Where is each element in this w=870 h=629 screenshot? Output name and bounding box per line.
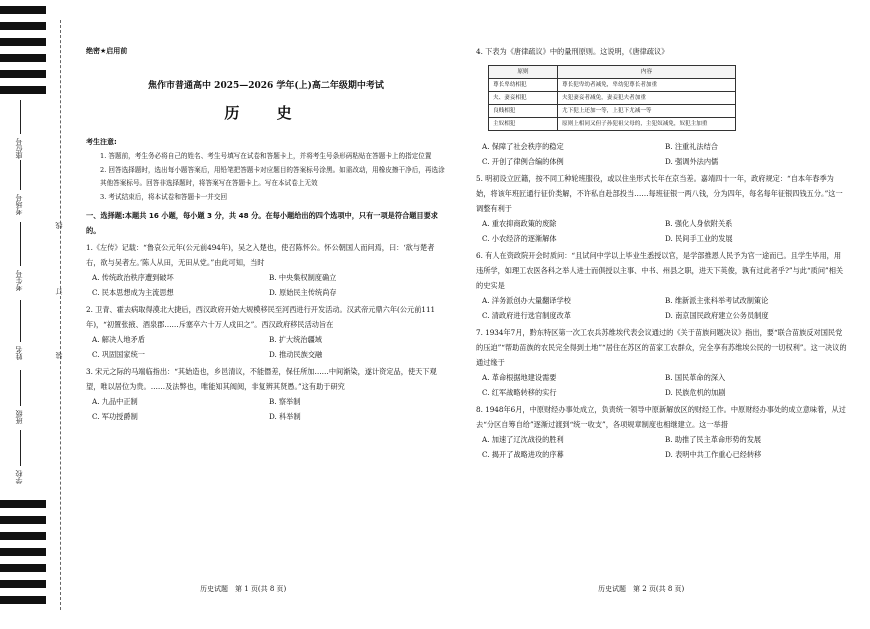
black-bar: [0, 70, 46, 78]
question-5: [476, 171, 848, 246]
option-a: A. 洋务派创办大量翻译学校: [482, 296, 571, 305]
option-b: B. 察举制: [269, 397, 301, 406]
black-bar: [0, 38, 46, 46]
option-a: A. 重农抑商政策的废除: [482, 219, 557, 228]
black-bar: [0, 596, 46, 604]
black-bar: [0, 500, 46, 508]
class-label: 班级: [15, 410, 23, 424]
option-d: D. 原始民主传统尚存: [269, 288, 337, 297]
table-row: [489, 118, 736, 131]
option-a: A. 九品中正制: [92, 397, 138, 406]
table-header: 内容: [558, 66, 736, 79]
note-item: 1. 答题前，考生务必将自己的姓名、考生号填写在试卷和答题卡上，并将考生号条形码粘贴在答题卡上的指定位置: [100, 152, 432, 160]
secret-mark: 绝密★启用前: [86, 47, 128, 55]
question-6: [476, 248, 848, 323]
question-7: [476, 325, 848, 400]
option-a: A. 解决人地矛盾: [92, 335, 145, 344]
option-c: C. 揭开了战略进攻的序幕: [482, 450, 564, 459]
question-stem: 2. 卫青、霍去病取得漠北大捷后，西汉政府开始大规模移民至河西进行开发活动。汉武帝元鼎六年(公元前111年)，“初置张掖、酒泉郡……斥塞卒六十万人戍田之”。西汉政府移民活动旨在: [86, 305, 436, 329]
school-label: 学校: [15, 470, 23, 484]
table-header: 原则: [489, 66, 558, 79]
option-b: B. 助推了民主革命形势的发展: [665, 435, 762, 444]
page-2: [476, 44, 848, 462]
candidate-number-label: 考生号: [15, 270, 23, 291]
question-stem: 3. 宋元之际的马端临指出：“其始造也，乡邑清议，不能僭差，保任所加……中间渐染，遂计资定品，使天下观望，唯以居位为贵。……及法弊也，唯能知其阀阅，非复辨其贤愚。”这有助于研究: [86, 367, 437, 391]
subject-title: 历 史: [224, 104, 308, 122]
option-b: B. 扩大统治疆域: [269, 335, 322, 344]
option-c: C. 军功授爵制: [92, 412, 138, 421]
option-b: B. 注重礼法结合: [665, 142, 718, 151]
question-stem: 1.《左传》记载：“鲁哀公元年(公元前494年)，吴之入楚也，使召陈怀公。怀公朝国人而问焉，曰：‘欲与楚者右，欲与吴者左。’陈人从田，无田从党。”由此可知，当时: [86, 243, 435, 267]
option-d: D. 表明中共工作重心已经转移: [665, 450, 762, 459]
option-b: B. 强化人身依附关系: [665, 219, 733, 228]
question-8: [476, 402, 848, 462]
option-c: C. 小农经济的逐渐解体: [482, 234, 557, 243]
notes-heading: 考生注意:: [86, 138, 117, 146]
question-stem: 6. 有人在资政院开会时质问：“且试问中学以上毕业生悉授以官，是学部推恩人民予为官一途而已。且学生毕用，用违所学，如理工农医各科之举人进士而俱授以主事、中书、州县之职，进天下英俊，孰有过此者乎?”与此“质问”相关的史实是: [476, 251, 844, 290]
cut-word-ding: 订: [55, 288, 63, 295]
table-row: [489, 92, 736, 105]
option-d: D. 推动民族交融: [269, 350, 323, 359]
seat-number-label: 座位号: [15, 138, 23, 159]
option-a: A. 加速了辽沈战役的胜利: [482, 435, 564, 444]
question-4-stem: 4. 下表为《唐律疏议》中的量刑原则。这说明，《唐律疏议》: [476, 47, 669, 56]
name-label: 姓名: [15, 346, 23, 360]
table-cell: 夫、妻妾相犯: [489, 92, 558, 105]
option-a: A. 革命根据地建设需要: [482, 373, 557, 382]
table-cell: 良贱相犯: [489, 105, 558, 118]
option-b: B. 维新派主张科举考试改制策论: [665, 296, 769, 305]
question-1: [86, 240, 446, 300]
option-a: A. 传统政治秩序遭到破坏: [92, 273, 174, 282]
page-1: [86, 44, 446, 424]
option-d: D. 民族危机的加剧: [665, 388, 726, 397]
question-3: [86, 364, 446, 424]
table-row: [489, 79, 736, 92]
exam-room-label: 考场号: [15, 194, 23, 215]
table-cell: 尊长卑幼相犯: [489, 79, 558, 92]
page-2-footer: 历史试题 第 2 页(共 8 页): [598, 585, 685, 593]
section-heading: 一、选择题:本题共 16 小题，每小题 3 分，共 48 分。在每小题给出的四个选项中，只有一项是符合题目要求的。: [86, 211, 438, 235]
seat-number-line: [20, 100, 21, 134]
option-c: C. 民本思想成为主流思想: [92, 288, 174, 297]
exam-title: 焦作市普通高中 2025—2026 学年(上)高二年级期中考试: [148, 81, 384, 91]
exam-room-line: [20, 160, 21, 190]
option-c: C. 红军战略转移的实行: [482, 388, 557, 397]
option-b: B. 国民革命的深入: [665, 373, 726, 382]
black-bar: [0, 22, 46, 30]
black-bar: [0, 548, 46, 556]
cut-line: [60, 20, 61, 610]
option-d: D. 科举制: [269, 412, 301, 421]
black-bar: [0, 532, 46, 540]
table-cell: 主奴相犯: [489, 118, 558, 131]
name-line: [20, 300, 21, 342]
option-c: C. 清政府进行选官制度改革: [482, 311, 571, 320]
option-d: D. 强调外法内儒: [665, 157, 719, 166]
cut-word-xian: 线: [55, 222, 63, 229]
question-4-options: [476, 139, 848, 169]
black-bar: [0, 54, 46, 62]
table-cell: 尤下犯上还加一等，上犯下尤减一等: [558, 105, 736, 118]
table-cell: 夫犯妻妾者减免，妻妾犯夫者加重: [558, 92, 736, 105]
binding-strip: [0, 0, 72, 629]
question-stem: 5. 明初设立匠籍，按不同工种轮班服役，或以住坐形式长年在京当差。嘉靖四十一年，政府规定：“自本年春季为始，将该年班匠通行征价类解，不许私自赴部投当……每班征银一两八钱，分为四年，每名每年征银四钱五分。”这一调整有利于: [476, 174, 843, 213]
question-2: [86, 302, 446, 362]
cut-word-zhuang: 装: [55, 352, 63, 359]
table-cell: 尊长犯卑幼者减免，卑幼犯尊长者加重: [558, 79, 736, 92]
option-d: D. 南京国民政府建立公务员制度: [665, 311, 769, 320]
page-1-footer: 历史试题 第 1 页(共 8 页): [200, 585, 287, 593]
black-bar: [0, 564, 46, 572]
option-d: D. 民间手工业的发展: [665, 234, 733, 243]
option-a: A. 保障了社会秩序的稳定: [482, 142, 564, 151]
note-item: 3. 考试结束后，将本试卷和答题卡一并交回: [100, 192, 228, 201]
class-line: [20, 370, 21, 406]
candidate-number-line: [20, 222, 21, 266]
question-stem: 8. 1948年6月，中原财经办事处成立，负责统一领导中原新解放区的财经工作。中原财经办事处的成立意味着，从过去“分区自筹自给”逐渐过渡到“统一收支”，各项规章制度也相继建立。这一举措: [476, 405, 846, 429]
black-bar: [0, 86, 46, 94]
option-b: B. 中央集权制度确立: [269, 273, 337, 282]
school-line: [20, 430, 21, 466]
table-row: [489, 105, 736, 118]
option-c: C. 巩固国家统一: [92, 350, 145, 359]
note-item: 2. 回答选择题时，选出每小题答案后，用铅笔把答题卡对应题目的答案标号涂黑。如需改动，用橡皮擦干净后，再选涂其他答案标号。回答非选择题时，将答案写在答题卡上。写在本试卷上无效: [100, 165, 445, 187]
table-cell: 原则上相同又但子孙犯祖父母的，主犯奴减免，奴犯主加重: [558, 118, 736, 131]
question-stem: 7. 1934年7月，黔东特区第一次工农兵苏维埃代表会议通过的《关于苗族问题决议》指出，要“联合苗族反对国民党的压迫”“帮助苗族的农民完全得到土地”“居住在苏区的苗家工农群众，完全享有苏维埃公民的一切权利”。这一决议的通过缘于: [476, 328, 847, 367]
black-bar: [0, 6, 46, 14]
option-c: C. 开创了律例合编的体例: [482, 157, 564, 166]
tang-code-table: [488, 65, 736, 131]
black-bar: [0, 580, 46, 588]
black-bar: [0, 516, 46, 524]
